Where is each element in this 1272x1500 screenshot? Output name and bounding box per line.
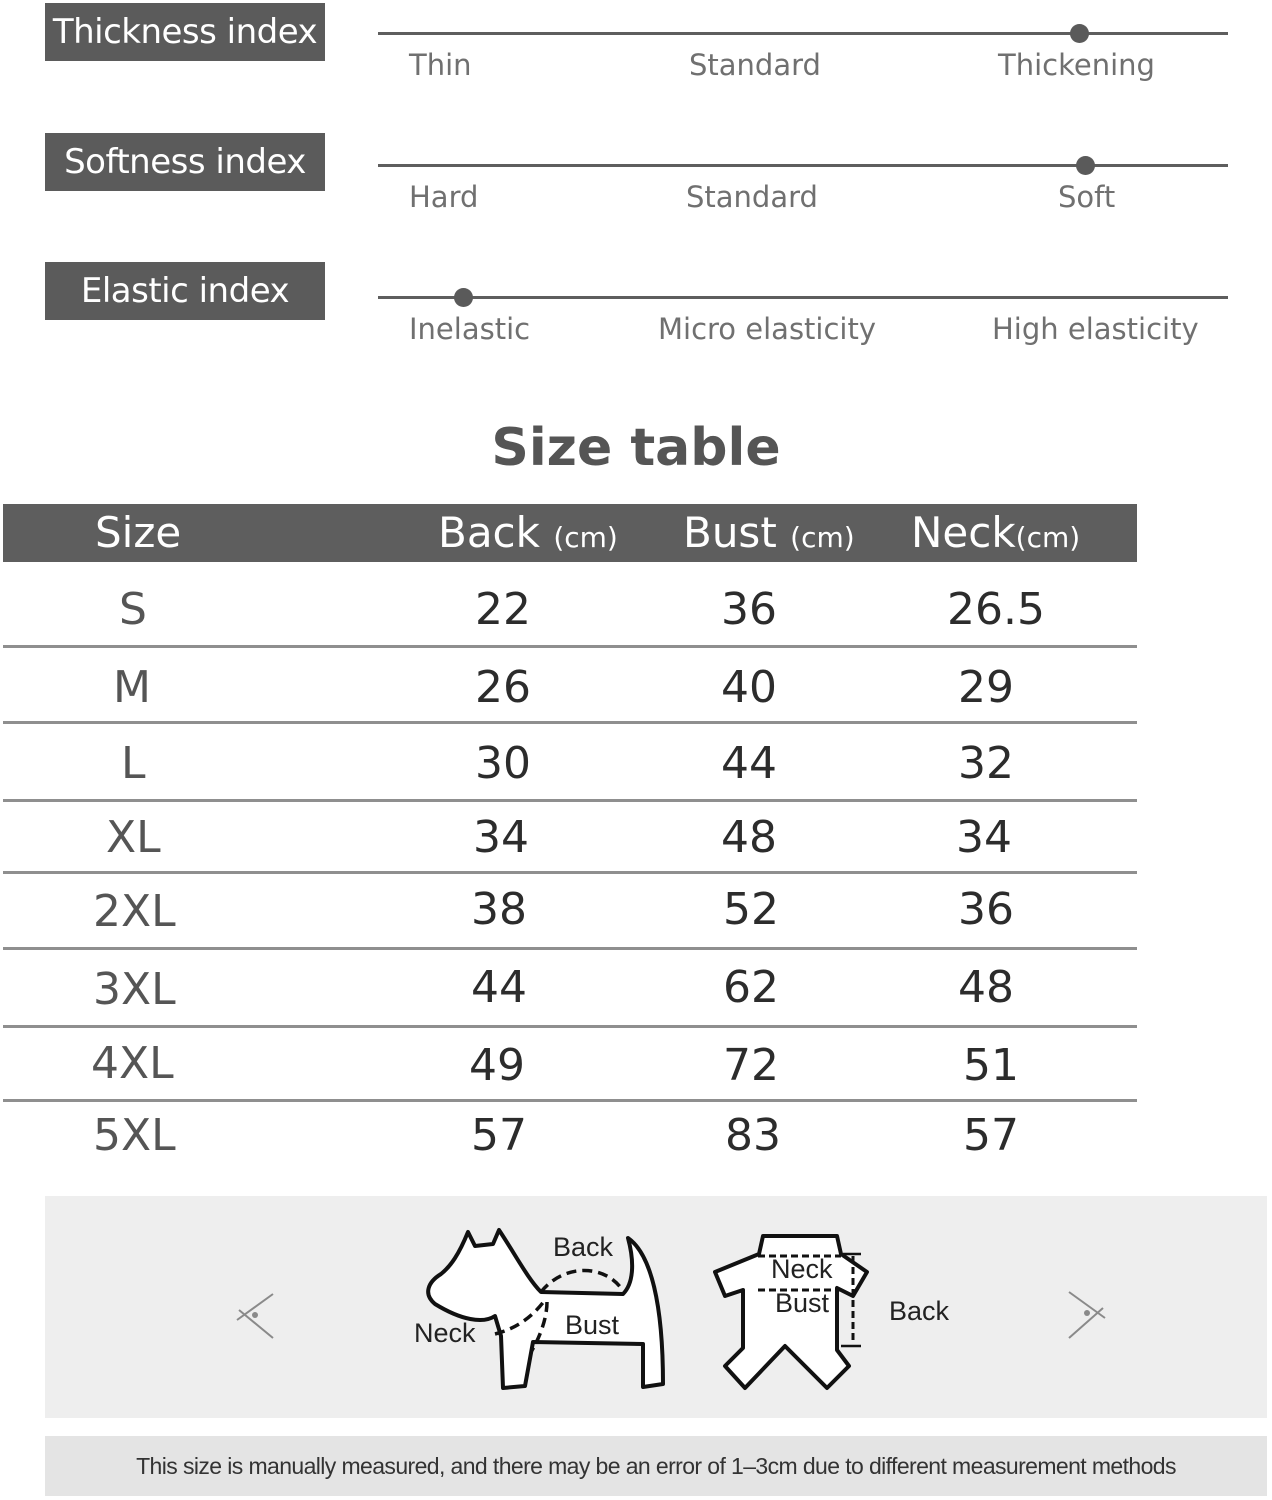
cell-bust: 44: [721, 738, 777, 789]
cell-back: 34: [473, 812, 529, 863]
table-row: [3, 874, 1137, 950]
tick-label: Standard: [689, 48, 821, 82]
cell-neck: 36: [958, 884, 1014, 935]
index-label: Elastic index: [45, 262, 325, 320]
cell-size: 5XL: [93, 1110, 176, 1161]
tick-label: Thin: [409, 48, 472, 82]
cell-back: 26: [475, 662, 531, 713]
tick-label: Thickening: [998, 48, 1155, 82]
cell-bust: 62: [723, 962, 779, 1013]
table-row: [3, 562, 1137, 648]
cell-size: 4XL: [91, 1038, 174, 1089]
scale-line: [378, 164, 1228, 167]
cell-back: 30: [475, 738, 531, 789]
tick-label: Micro elasticity: [658, 312, 877, 346]
cell-bust: 36: [721, 584, 777, 635]
cell-bust: 40: [721, 662, 777, 713]
header-back: Back (cm): [438, 508, 618, 557]
garment-neck-label: Neck: [771, 1254, 833, 1284]
dog-back-label: Back: [553, 1232, 614, 1262]
dog-neck-label: Neck: [414, 1318, 476, 1348]
cell-bust: 52: [723, 884, 779, 935]
table-row: [3, 1028, 1137, 1102]
cell-neck: 48: [958, 962, 1014, 1013]
cell-size: XL: [106, 812, 161, 863]
scale-marker-dot: [1070, 24, 1089, 43]
left-decoration-icon: [233, 1290, 277, 1342]
cell-neck: 32: [958, 738, 1014, 789]
cell-size: 3XL: [93, 964, 176, 1015]
cell-neck: 57: [963, 1110, 1019, 1161]
index-scale: [378, 164, 1228, 224]
cell-back: 57: [471, 1110, 527, 1161]
header-neck: Neck(cm): [911, 508, 1081, 557]
cell-neck: 29: [958, 662, 1014, 713]
table-row: [3, 802, 1137, 874]
index-label: Thickness index: [45, 3, 325, 61]
scale-line: [378, 32, 1228, 35]
table-row: [3, 648, 1137, 724]
table-header: [3, 504, 1137, 562]
dog-bust-label: Bust: [565, 1310, 620, 1340]
cell-size: M: [113, 662, 151, 713]
tick-label: Inelastic: [409, 312, 531, 346]
tick-label: Hard: [409, 180, 479, 214]
cell-neck: 26.5: [947, 584, 1045, 635]
cell-back: 44: [471, 962, 527, 1013]
tick-label: Soft: [1058, 180, 1116, 214]
cell-size: L: [121, 738, 146, 789]
cell-neck: 34: [956, 812, 1012, 863]
cell-size: S: [119, 584, 147, 635]
cell-bust: 72: [723, 1040, 779, 1091]
table-row: [3, 1102, 1137, 1172]
header-size: Size: [95, 508, 182, 557]
table-row: [3, 950, 1137, 1028]
index-scale: [378, 32, 1228, 92]
index-label: Softness index: [45, 133, 325, 191]
garment-bust-label: Bust: [775, 1288, 830, 1318]
cell-bust: 48: [721, 812, 777, 863]
scale-marker-dot: [454, 288, 473, 307]
cell-back: 38: [471, 884, 527, 935]
garment-back-label: Back: [889, 1296, 950, 1326]
tick-label: Standard: [686, 180, 818, 214]
measurement-diagram: [45, 1196, 1267, 1418]
tick-label: High elasticity: [992, 312, 1199, 346]
table-row: [3, 724, 1137, 802]
scale-line: [378, 296, 1228, 299]
index-scale: [378, 296, 1228, 356]
cell-neck: 51: [963, 1040, 1019, 1091]
cell-back: 49: [469, 1040, 525, 1091]
cell-size: 2XL: [93, 886, 176, 937]
measurement-disclaimer: This size is manually measured, and there may be an error of 1–3cm due to different measurement methods: [45, 1436, 1267, 1496]
cell-bust: 83: [725, 1110, 781, 1161]
scale-marker-dot: [1076, 156, 1095, 175]
header-bust: Bust (cm): [683, 508, 855, 557]
right-decoration-icon: [1065, 1288, 1109, 1342]
size-table-title: Size table: [491, 418, 781, 478]
cell-back: 22: [475, 584, 531, 635]
